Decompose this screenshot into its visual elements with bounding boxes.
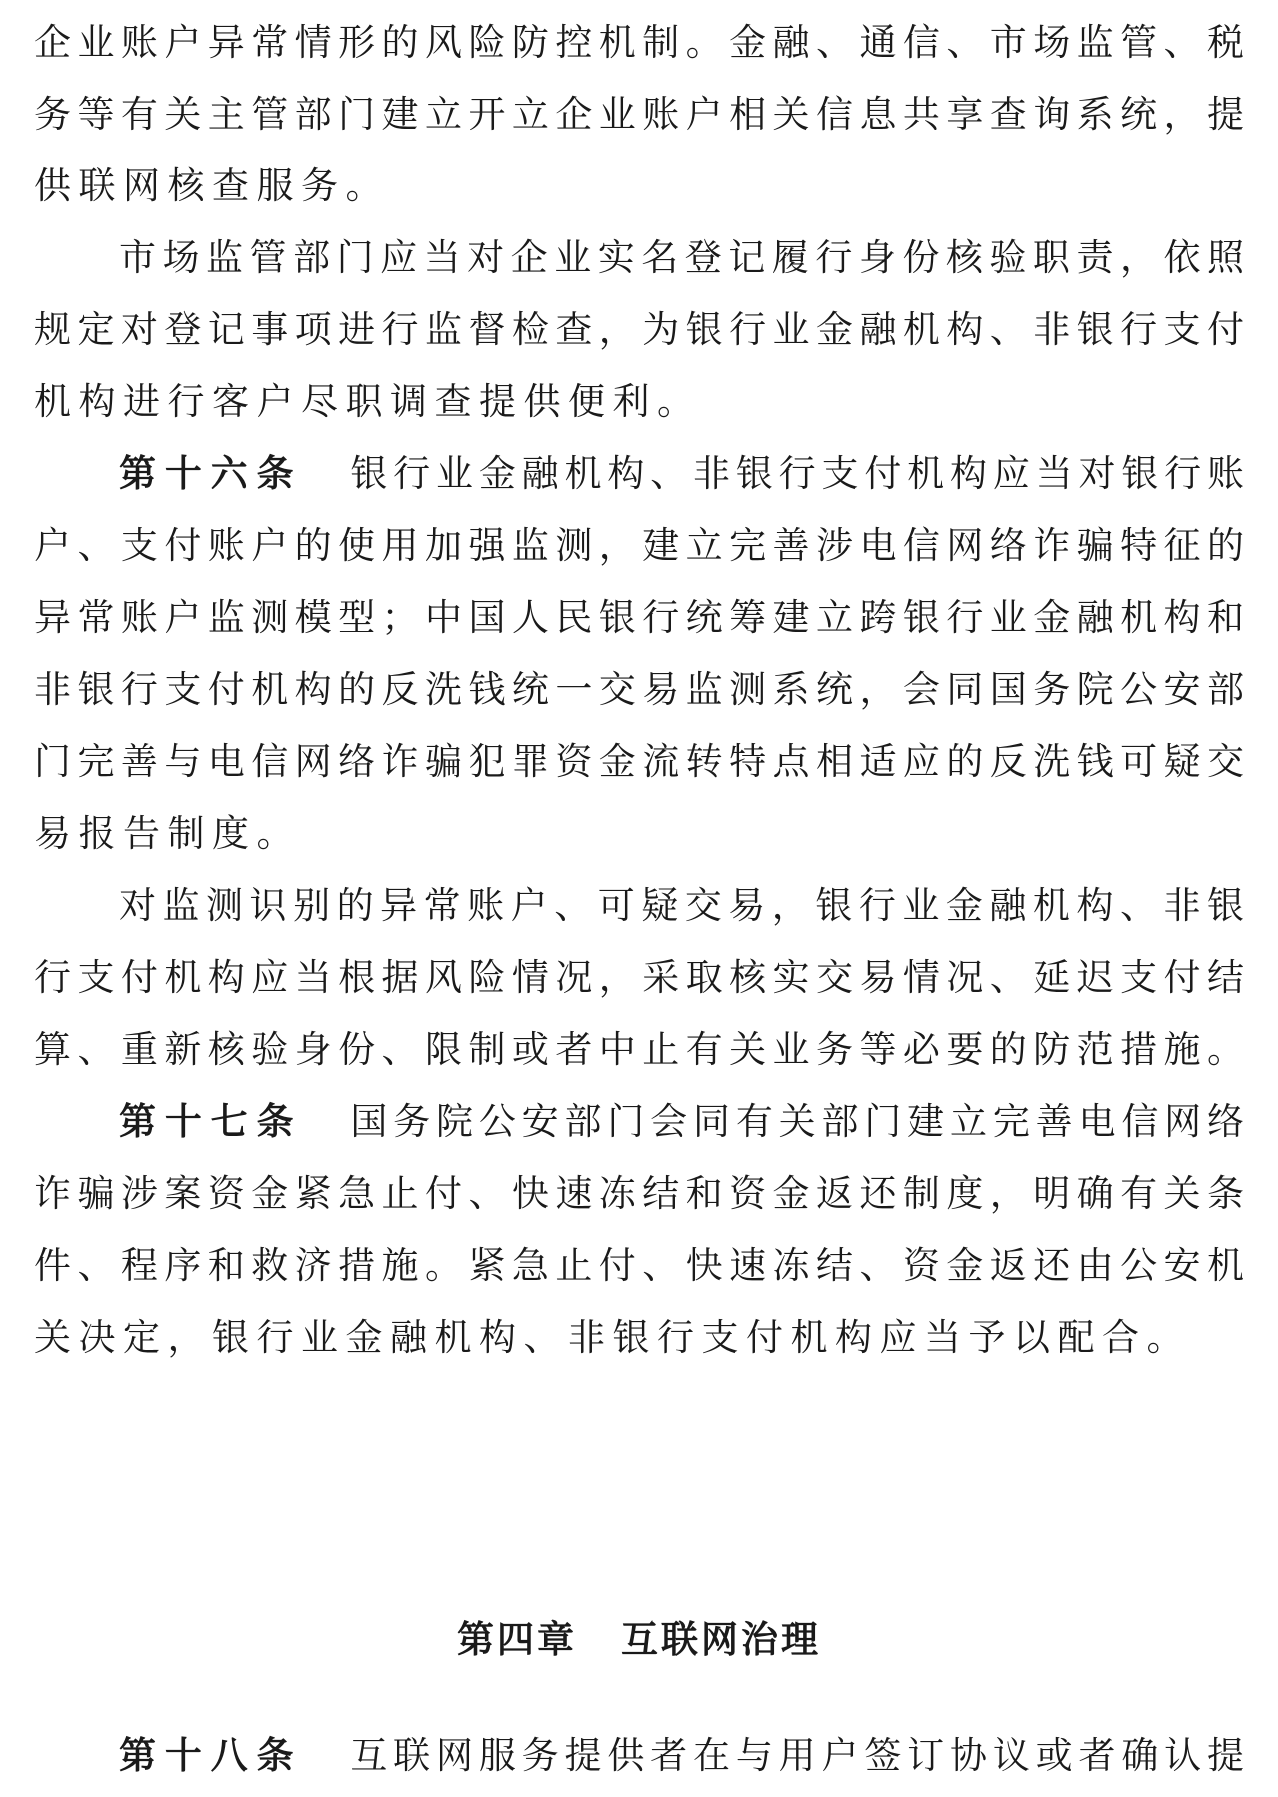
chapter-title: 互联网治理 bbox=[621, 1618, 821, 1661]
article-16-line-6: 易报告制度。 bbox=[34, 812, 301, 855]
article-17-line-3: 件、程序和救济措施。紧急止付、快速冻结、资金返还由公安机 bbox=[34, 1244, 1244, 1287]
paragraph-2-line-2: 规定对登记事项进行监督检查，为银行业金融机构、非银行支付 bbox=[34, 308, 1244, 351]
article-17-label: 第十七条 bbox=[119, 1100, 303, 1143]
article-17-line-1 bbox=[119, 1096, 1244, 1148]
paragraph-2-line-3: 机构进行客户尽职调查提供便利。 bbox=[34, 380, 702, 423]
article-18-text: 互联网服务提供者在与用户签订协议或者确认提 bbox=[350, 1734, 1245, 1777]
paragraph-2-line-1: 市场监管部门应当对企业实名登记履行身份核验职责，依照 bbox=[119, 236, 1244, 279]
article-18-label: 第十八条 bbox=[119, 1734, 303, 1777]
article-16-line-4: 非银行支付机构的反洗钱统一交易监测系统，会同国务院公安部 bbox=[34, 668, 1244, 711]
article-17-text: 国务院公安部门会同有关部门建立完善电信网络 bbox=[350, 1100, 1245, 1143]
article-17-line-2: 诈骗涉案资金紧急止付、快速冻结和资金返还制度，明确有关条 bbox=[34, 1172, 1244, 1215]
article-18-line-1 bbox=[119, 1730, 1244, 1782]
article-17-line-4: 关决定，银行业金融机构、非银行支付机构应当予以配合。 bbox=[34, 1316, 1191, 1359]
article-16-label: 第十六条 bbox=[119, 452, 303, 495]
article-16-line-2: 户、支付账户的使用加强监测，建立完善涉电信网络诈骗特征的 bbox=[34, 524, 1244, 567]
chapter-heading bbox=[0, 1612, 1278, 1668]
paragraph-1-line-3: 供联网核查服务。 bbox=[34, 164, 390, 207]
article-16-line-3: 异常账户监测模型；中国人民银行统筹建立跨银行业金融机构和 bbox=[34, 596, 1244, 639]
paragraph-4-line-1: 对监测识别的异常账户、可疑交易，银行业金融机构、非银 bbox=[119, 884, 1244, 927]
article-16-line-1 bbox=[119, 448, 1244, 500]
chapter-number: 第四章 bbox=[457, 1618, 577, 1661]
paragraph-1-line-2: 务等有关主管部门建立开立企业账户相关信息共享查询系统，提 bbox=[34, 93, 1244, 136]
paragraph-4-line-2: 行支付机构应当根据风险情况，采取核实交易情况、延迟支付结 bbox=[34, 956, 1244, 999]
article-16-line-5: 门完善与电信网络诈骗犯罪资金流转特点相适应的反洗钱可疑交 bbox=[34, 740, 1244, 783]
paragraph-4-line-3: 算、重新核验身份、限制或者中止有关业务等必要的防范措施。 bbox=[34, 1028, 1244, 1071]
paragraph-1-line-1: 企业账户异常情形的风险防控机制。金融、通信、市场监管、税 bbox=[34, 21, 1244, 64]
article-16-text: 银行业金融机构、非银行支付机构应当对银行账 bbox=[350, 452, 1245, 495]
